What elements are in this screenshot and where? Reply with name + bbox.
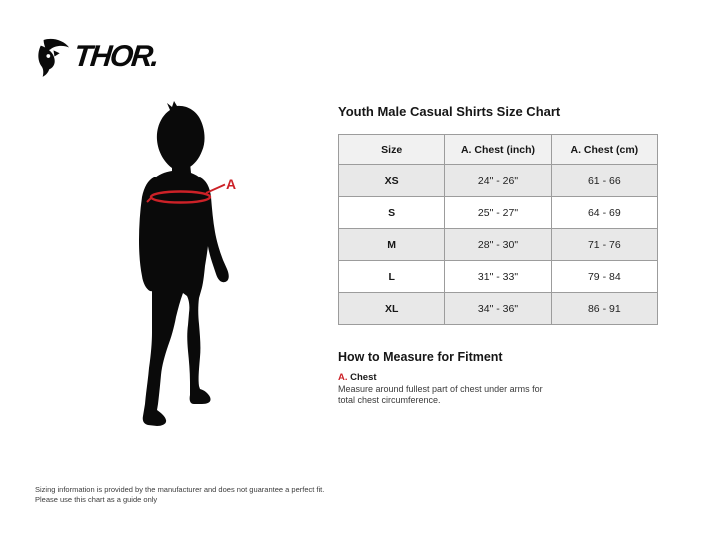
- measure-guide-title: How to Measure for Fitment: [338, 350, 503, 364]
- chest-inch-cell: 31" - 33": [445, 261, 551, 293]
- measurement-figure: [110, 85, 300, 455]
- chest-inch-cell: 25" - 27": [445, 197, 551, 229]
- chest-cm-cell: 61 - 66: [551, 165, 657, 197]
- chest-cm-cell: 64 - 69: [551, 197, 657, 229]
- chest-cm-cell: 71 - 76: [551, 229, 657, 261]
- size-cell: XS: [339, 165, 445, 197]
- header-chest-cm: A. Chest (cm): [551, 135, 657, 165]
- measure-item-heading: [338, 372, 377, 383]
- measure-item-key: A.: [338, 372, 348, 383]
- header-chest-inch: A. Chest (inch): [445, 135, 551, 165]
- size-cell: M: [339, 229, 445, 261]
- chest-cm-cell: 79 - 84: [551, 261, 657, 293]
- chest-cm-cell: 86 - 91: [551, 293, 657, 325]
- measurement-label-a: A: [226, 176, 237, 192]
- header-size: Size: [339, 135, 445, 165]
- thor-goat-head-icon: [37, 36, 71, 78]
- table-row: [339, 165, 658, 197]
- table-row: [339, 261, 658, 293]
- brand-wordmark: THOR.: [72, 40, 160, 73]
- size-chart-table: [338, 134, 658, 325]
- table-row: [339, 197, 658, 229]
- size-cell: L: [339, 261, 445, 293]
- chest-inch-cell: 34" - 36": [445, 293, 551, 325]
- disclaimer-line-2: Please use this chart as a guide only: [35, 494, 158, 504]
- measure-item-description: Measure around fullest part of chest under arms for total chest circumference.: [338, 384, 543, 405]
- table-header-row: [339, 135, 658, 165]
- size-cell: S: [339, 197, 445, 229]
- disclaimer: [35, 485, 324, 504]
- disclaimer-line-1: Sizing information is provided by the manufacturer and does not guarantee a perfect fit.: [35, 485, 325, 494]
- silhouette-head: [157, 101, 205, 168]
- table-row: [339, 293, 658, 325]
- size-chart-title: Youth Male Casual Shirts Size Chart: [338, 104, 561, 119]
- measure-item-label: Chest: [350, 372, 377, 383]
- brand-logo: [37, 36, 160, 78]
- chest-inch-cell: 24" - 26": [445, 165, 551, 197]
- chest-inch-cell: 28" - 30": [445, 229, 551, 261]
- table-row: [339, 229, 658, 261]
- size-cell: XL: [339, 293, 445, 325]
- child-silhouette: [110, 85, 300, 455]
